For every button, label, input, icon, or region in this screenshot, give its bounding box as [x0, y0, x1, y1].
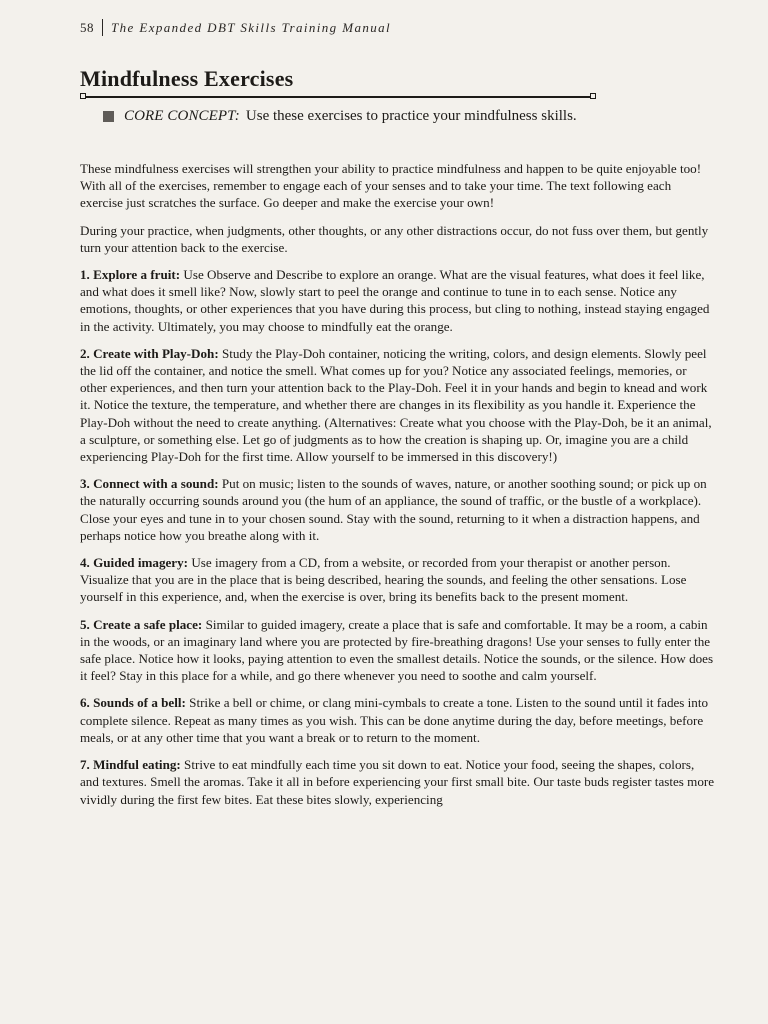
core-concept [103, 108, 577, 125]
running-header [80, 19, 391, 36]
core-concept-label: CORE CONCEPT: [124, 108, 240, 124]
rule-line [85, 96, 591, 98]
section-title: Mindfulness Exercises [80, 66, 294, 91]
exercise-text: Put on music; listen to the sounds of waves, nature, or another soothing sound; or pick up on the naturally occurring sounds around you (the hum of an appliance, the sound of traffic, or the bustle of a workplace). Close your eyes and tune in to your chosen sound. Stay with the sound, returning to it when a distraction happens, and perhaps notice how you breathe along with it. [80, 476, 707, 543]
book-title: The Expanded DBT Skills Training Manual [111, 19, 392, 35]
exercise-item [80, 694, 716, 746]
exercise-item [80, 345, 716, 465]
exercise-item [80, 475, 716, 544]
exercise-text: Strike a bell or chime, or clang mini-cymbals to create a tone. Listen to the sound until it fades into complete silence. Repeat as many times as you wish. This can be done anytime during the day, before meetings, before meals, or at any other time that you want a break or to return to the moment. [80, 695, 709, 745]
exercise-text: Use imagery from a CD, from a website, or recorded from your therapist or another person. Visualize that you are in the place that is being described, hearing the sounds, and feeling the other sensations. Lose yourself in this experience, and, when the exercise is over, bring its benefits back to the present moment. [80, 555, 687, 605]
exercise-heading: 5. Create a safe place: [80, 616, 203, 632]
intro-paragraph: During your practice, when judgments, other thoughts, or any other distractions occur, do not fuss over them, but gently turn your attention back to the exercise. [80, 222, 709, 255]
title-rule [80, 92, 596, 102]
exercise-text: Study the Play-Doh container, noticing the writing, colors, and design elements. Slowly peel the lid off the container, and notice the smell. What comes up for you? Notice any associated feelings, memories, or other experiences, and then turn your attention back to the Play-Doh. Feel it in your hands and begin to knead and work it. Notice the texture, the temperature, and whether there are changes in its flexibility as you handle it. Experience the Play-Doh without the need to create anything. (Alternatives: Create what you choose with the Play-Doh, be it an animal, a sculpture, or something else. Let go of judgments as to how the creation is shaping up. Or, imagine you are a child experiencing Play-Doh for the first time. Allow yourself to be immersed in this discovery!) [80, 345, 712, 465]
exercise-item [80, 616, 716, 685]
exercise-text: Strive to eat mindfully each time you sit down to eat. Notice your food, seeing the shapes, colors, and textures. Smell the aromas. Take it all in before experiencing your first small bite. Our taste buds register tastes more vividly during the first few bites. Eat these bites slowly, experiencing [80, 757, 715, 807]
intro-paragraph: These mindfulness exercises will strengthen your ability to practice mindfulness and happen to be quite enjoyable too! With all of the exercises, remember to engage each of your senses and to take your time. The text following each exercise just scratches the surface. Go deeper and make the exercise your own! [80, 161, 702, 211]
header-divider [102, 19, 103, 36]
exercise-item [80, 266, 716, 335]
exercise-item [80, 554, 716, 606]
exercise-text: Use Observe and Describe to explore an orange. What are the visual features, what does it feel like, and what does it smell like? Now, slowly start to peel the orange and continue to tune in to each sense. Notice any emotions, thoughts, or other experiences that you have during this process, but cling to nothing, instead staying engaged in the activity. Ultimately, you may choose to mindfully eat the orange. [80, 267, 710, 334]
exercise-text: Similar to guided imagery, create a place that is safe and comfortable. It may be a room, a cabin in the woods, or an imaginary land where you are protected by fire-breathing dragons! Use your senses to fully enter the safe place. Notice how it looks, paying attention to even the smallest details. Notice the sounds, or the silence. How does it feel? Stay in this place for a while, and go there whenever you need to soothe and calm yourself. [80, 616, 714, 684]
square-bullet-icon [103, 111, 114, 122]
exercise-heading: 3. Connect with a sound: [80, 476, 219, 492]
exercise-heading: 4. Guided imagery: [80, 555, 189, 571]
body-text [80, 160, 716, 818]
page-number: 58 [80, 19, 94, 35]
core-concept-text: Use these exercises to practice your mindfulness skills. [245, 108, 577, 124]
exercise-heading: 7. Mindful eating: [80, 757, 181, 773]
exercise-heading: 1. Explore a fruit: [80, 267, 181, 283]
exercise-heading: 2. Create with Play-Doh: [80, 345, 219, 361]
exercise-item [80, 756, 716, 808]
rule-right-cap [590, 93, 596, 99]
exercise-heading: 6. Sounds of a bell: [80, 695, 186, 711]
